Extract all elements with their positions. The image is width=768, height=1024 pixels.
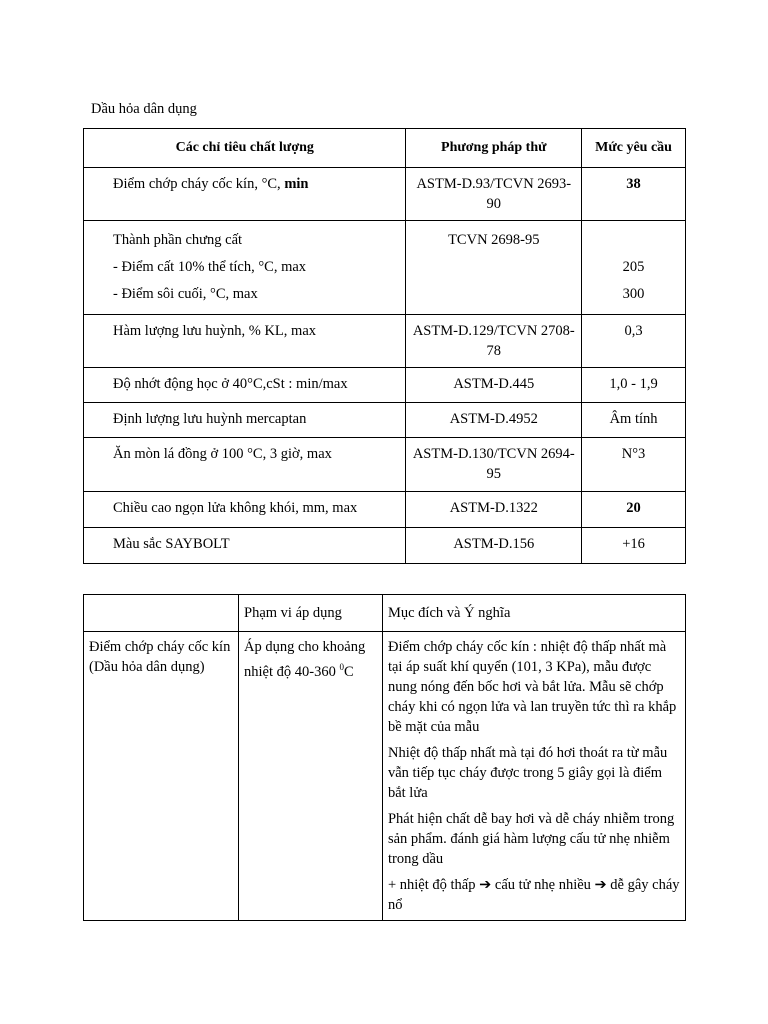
quality-criteria-table [83, 128, 686, 564]
criterion-cell: Thành phần chưng cất - Điểm cất 10% thể tích, °C, max - Điểm sôi cuối, °C, max [84, 221, 406, 315]
table-row [84, 168, 686, 221]
parameter-name-cell: Điểm chớp cháy cốc kín (Dầu hỏa dân dụng) [84, 632, 239, 921]
table-row [84, 368, 686, 403]
document-title: Dầu hỏa dân dụng [91, 101, 197, 117]
purpose-paragraph: Nhiệt độ thấp nhất mà tại đó hơi thoát ra từ mẫu vẫn tiếp tục cháy được trong 5 giây gọi là điểm bắt lửa [387, 745, 668, 801]
purpose-paragraph: + nhiệt độ thấp ➔ cấu tử nhẹ nhiều ➔ dễ gây cháy nổ [387, 877, 680, 913]
criterion-cell: Chiều cao ngọn lửa không khói, mm, max [84, 492, 406, 528]
table-row [84, 315, 686, 368]
table-row [84, 221, 686, 315]
purpose-paragraph: Điểm chớp cháy cốc kín : nhiệt độ thấp nhất mà tại áp suất khí quyển (101, 3 KPa), mẫu được nung nóng đến bốc hơi và bắt lửa. Mẫu sẽ chớp cháy khi có ngọn lửa và lan truyền tức thì ra khắp bề mặt của mẫu [387, 639, 677, 735]
criterion-cell: Điểm chớp cháy cốc kín, °C, min [84, 168, 406, 221]
header-requirement: Mức yêu cầu [582, 129, 686, 168]
table-row [84, 492, 686, 528]
table-row [84, 528, 686, 564]
header-empty [84, 595, 239, 632]
method-cell: ASTM-D.156 [406, 528, 582, 564]
header-method: Phương pháp thử [406, 129, 582, 168]
header-purpose: Mục đích và Ý nghĩa [382, 595, 685, 632]
requirement-cell: 1,0 - 1,9 [582, 368, 686, 403]
flash-point-info-table [83, 594, 686, 921]
purpose-cell [382, 632, 685, 921]
criterion-cell: Màu sắc SAYBOLT [84, 528, 406, 564]
method-cell: ASTM-D.130/TCVN 2694-95 [406, 438, 582, 492]
method-cell: ASTM-D.1322 [406, 492, 582, 528]
requirement-cell: 38 [582, 168, 686, 221]
table-header-row [84, 595, 686, 632]
header-scope: Phạm vi áp dụng [239, 595, 383, 632]
method-cell: ASTM-D.93/TCVN 2693-90 [406, 168, 582, 221]
requirement-cell: +16 [582, 528, 686, 564]
criterion-cell: Định lượng lưu huỳnh mercaptan [84, 403, 406, 438]
table-header-row [84, 129, 686, 168]
table-row [84, 403, 686, 438]
method-cell: ASTM-D.445 [406, 368, 582, 403]
table-row [84, 438, 686, 492]
criterion-cell: Độ nhớt động học ở 40°C,cSt : min/max [84, 368, 406, 403]
purpose-paragraph: Phát hiện chất dễ bay hơi và dễ cháy nhiễm trong sản phẩm. đánh giá hàm lượng cấu tử nhẹ nhiễm trong dầu [387, 811, 675, 867]
requirement-cell: 20 [582, 492, 686, 528]
method-cell: ASTM-D.129/TCVN 2708-78 [406, 315, 582, 368]
criterion-cell: Ăn mòn lá đồng ở 100 °C, 3 giờ, max [84, 438, 406, 492]
requirement-cell: 205 300 [582, 221, 686, 315]
header-criteria: Các chỉ tiêu chất lượng [84, 129, 406, 168]
table-row [84, 632, 686, 921]
requirement-cell: 0,3 [582, 315, 686, 368]
requirement-cell: N°3 [582, 438, 686, 492]
criterion-cell: Hàm lượng lưu huỳnh, % KL, max [84, 315, 406, 368]
method-cell: ASTM-D.4952 [406, 403, 582, 438]
scope-cell: Áp dụng cho khoảng nhiệt độ 40-360 $^0$C [239, 632, 383, 921]
method-cell: TCVN 2698-95 [406, 221, 582, 315]
requirement-cell: Âm tính [582, 403, 686, 438]
